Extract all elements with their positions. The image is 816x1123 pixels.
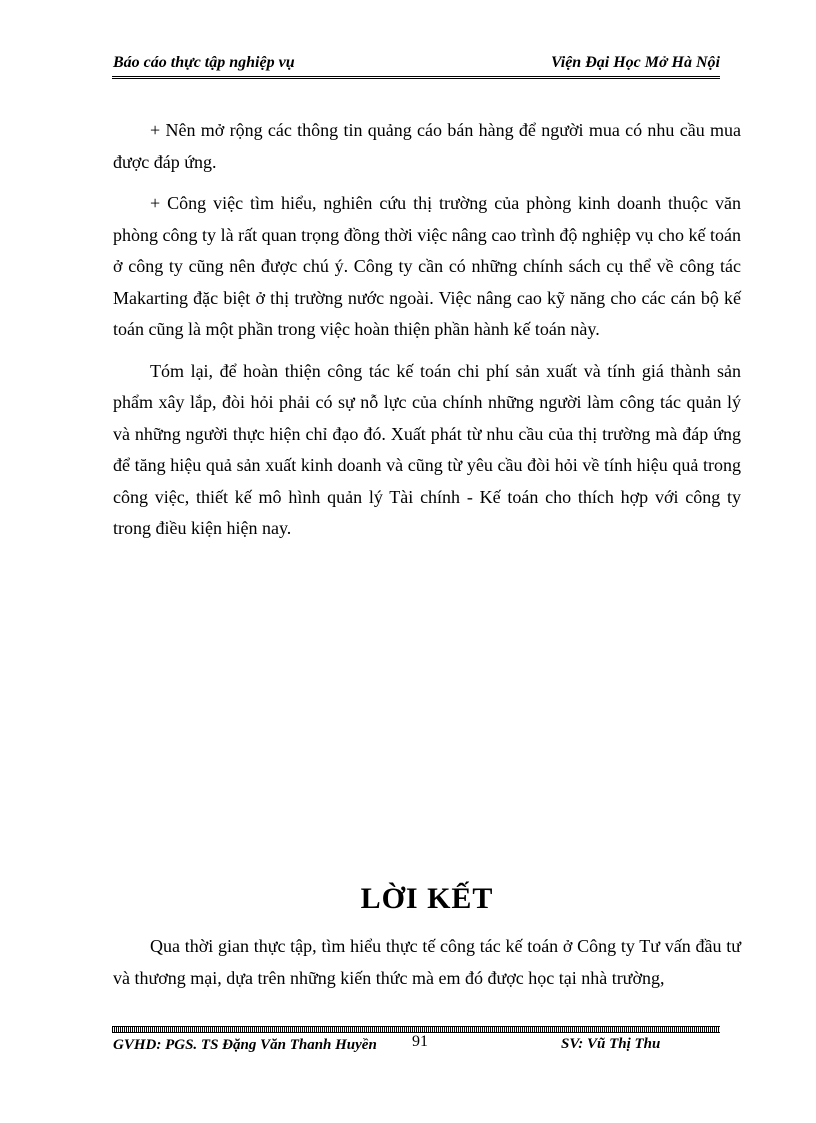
footer-supervisor: GVHD: PGS. TS Đặng Văn Thanh Huyền — [113, 1037, 377, 1053]
body-paragraph: + Nên mở rộng các thông tin quảng cáo bán hàng để người mua có nhu cầu mua được đáp ứng. — [113, 120, 741, 172]
header-divider — [112, 76, 720, 79]
footer-student: SV: Vũ Thị Thu — [561, 1036, 661, 1052]
conclusion-text — [113, 931, 741, 994]
header-report-title: Báo cáo thực tập nghiệp vụ — [113, 54, 295, 71]
body-paragraph: Tóm lại, để hoàn thiện công tác kế toán chi phí sản xuất và tính giá thành sản phẩm xây lắp, đòi hỏi phải có sự nỗ lực của chính những người làm công tác quản lý và những người thực hiện chỉ đạo đó. Xuất phát từ nhu cầu của thị trường mà đáp ứng để tăng hiệu quả sản xuất kinh doanh và cũng từ yêu cầu đòi hỏi về tính hiệu quả trong công việc, thiết kế mô hình quản lý Tài chính - Kế toán cho thích hợp với công ty trong điều kiện hiện nay. — [113, 360, 741, 538]
footer-divider — [112, 1026, 720, 1033]
body-text — [113, 115, 741, 555]
conclusion-paragraph: Qua thời gian thực tập, tìm hiểu thực tế công tác kế toán ở Công ty Tư vấn đầu tư và thương mại, dựa trên những kiến thức mà em đó được học tại nhà trường, — [113, 936, 741, 988]
section-title: LỜI KẾT — [360, 882, 494, 915]
body-paragraph: + Công việc tìm hiểu, nghiên cứu thị trường của phòng kinh doanh thuộc văn phòng công ty là rất quan trọng đồng thời việc nâng cao trình độ nghiệp vụ cho kế toán ở công ty cũng nên được chú ý. Công ty cần có những chính sách cụ thể về công tác Makarting đặc biệt ở thị trường nước ngoài. Việc nâng cao kỹ năng cho các cán bộ kế toán cũng là một phần trong việc hoàn thiện phần hành kế toán này. — [113, 193, 741, 339]
header-institution: Viện Đại Học Mở Hà Nội — [550, 54, 720, 71]
page-number: 91 — [412, 1033, 428, 1050]
page-header — [113, 52, 720, 76]
